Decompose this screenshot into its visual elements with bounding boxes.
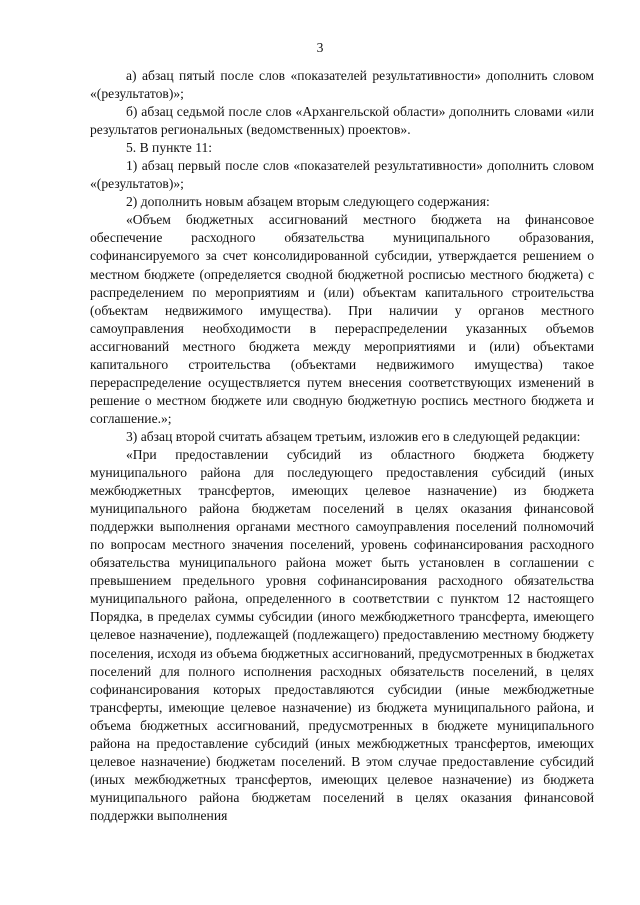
paragraph-11-2: 2) дополнить новым абзацем вторым следующего содержания:: [126, 194, 490, 210]
paragraph-item-5: 5. В пункте 11:: [126, 140, 213, 156]
document-body: [90, 67, 594, 825]
paragraph-quote-subsidies: «При предоставлении субсидий из областного бюджета бюджету муниципального района для последующего предоставления субсидий (иных межбюджетных трансфертов, имеющих целевое назначение) из бюджета муниципального района бюджетам поселений в целях оказания финансовой поддержки выполнения органами местного самоуправления поселений полномочий по вопросам местного значения поселений, уровень софинансирования расходного обязательства муниципального района может быть установлен в соглашении с превышением предельного уровня софинансирования расходного обязательства муниципального района, определенного в соответствии с пунктом 12 настоящего Порядка, в пределах суммы субсидии (иного межбюджетного трансферта, имеющего целевое назначение), подлежащей (подлежащего) предоставлению местному бюджету поселения, исходя из объема бюджетных ассигнований, предусмотренных в бюджетах поселений для полного исполнения расходных обязательств поселений, в целях софинансирования которых предоставляются субсидии (иные межбюджетные трансферты, имеющие целевое назначение) из бюджета муниципального района, и объема бюджетных ассигнований, предусмотренных в бюджете муниципального района на предоставление субсидий (иных межбюджетных трансфертов, имеющих целевое назначение) бюджетам поселений. В этом случае предоставление субсидий (иных межбюджетных трансфертов, имеющих целевое назначение) из бюджета муниципального района бюджетам поселений в целях оказания финансовой поддержки выполнения: [90, 446, 594, 823]
paragraph-11-3: 3) абзац второй считать абзацем третьим, изложив его в следующей редакции:: [126, 428, 581, 444]
paragraph-quote-budget-volume: «Объем бюджетных ассигнований местного бюджета на финансовое обеспечение расходного обязательства муниципального образования, софинансируемого за счет консолидированной субсидии, утверждается решением о местном бюджете (определяется сводной бюджетной росписью местного бюджета) с распределением по мероприятиям и (или) объектам капитального строительства (объектам недвижимого имущества). При наличии у органов местного самоуправления необходимости в перераспределении указанных объемов ассигнований местного бюджета между мероприятиями и (или) объектами капитального строительства (объектами недвижимого имущества) такое перераспределение осуществляется путем внесения соответствующих изменений в решение о местном бюджете или сводную бюджетную роспись местного бюджета и соглашение.»;: [90, 212, 594, 426]
paragraph-5b: б) абзац седьмой после слов «Архангельской области» дополнить словами «или результатов региональных (ведомственных) проектов».: [90, 104, 594, 138]
paragraph-5a: а) абзац пятый после слов «показателей результативности» дополнить словом «(результатов)»;: [90, 68, 594, 102]
page-number: 3: [316, 40, 324, 55]
paragraph-11-1: 1) абзац первый после слов «показателей результативности» дополнить словом «(результатов)»;: [90, 158, 594, 192]
